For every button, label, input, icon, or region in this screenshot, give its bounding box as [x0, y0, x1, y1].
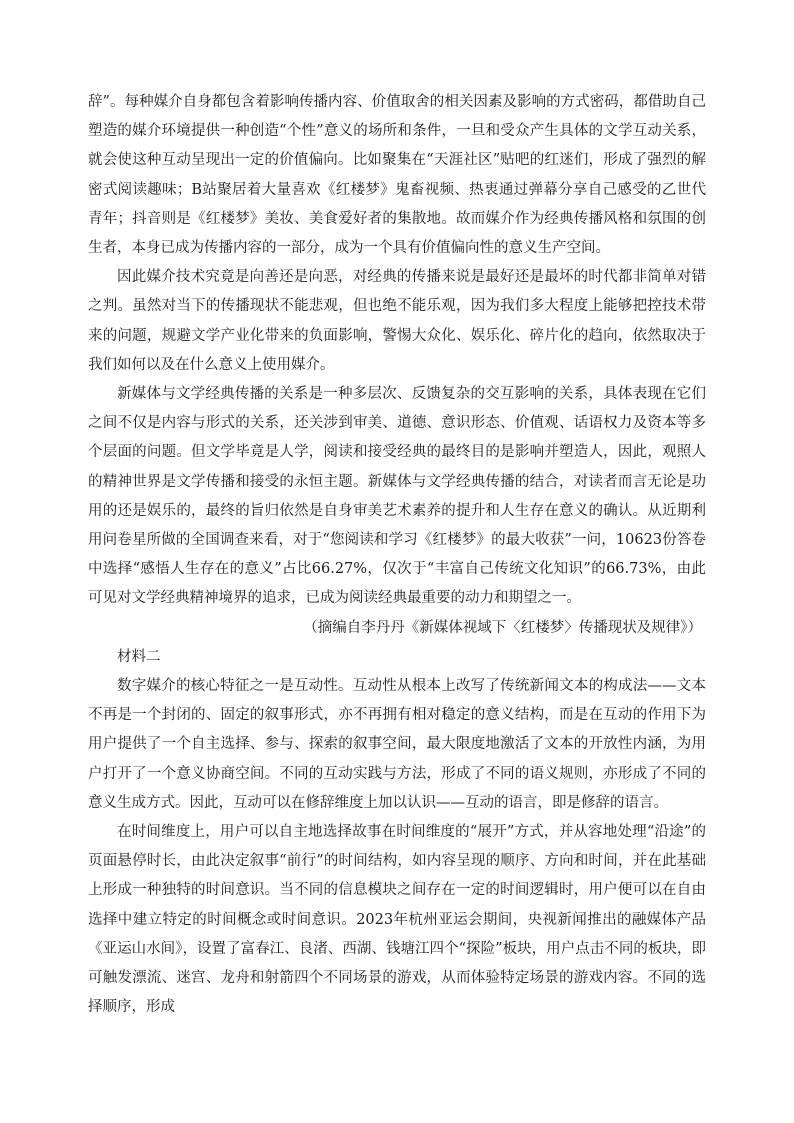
material2-paragraph-1: 数字媒介的核心特征之一是互动性。互动性从根本上改写了传统新闻文本的构成法——文本不再是一个封闭的、固定的叙事形式，亦不再拥有相对稳定的意义结构，而是在互动的作用下为用户提供了一个自主选择、参与、探索的叙事空间，最大限度地激活了文本的开放性内涵，为用户打开了一个意义协商空间。不同的互动实践与方法，形成了不同的语义规则，亦形成了不同的意义生成方式。因此，互动可以在修辞维度上加以认识——互动的语言，即是修辞的语言。 — [88, 678, 706, 811]
material-heading: 材料二 — [117, 648, 161, 665]
body-paragraph-1: 辞”。每种媒介自身都包含着影响传播内容、价值取舍的相关因素及影响的方式密码，都借助自己塑造的媒介环境提供一种创造“个性”意义的场所和条件，一旦和受众产生具体的文学互动关系，就会使这种互动呈现出一定的价值偏向。比如聚集在“天涯社区”贴吧的红迷们，形成了强烈的解密式阅读趣味；B站聚居着大量喜欢《红楼梦》鬼畜视频、热衷通过弹幕分享自己感受的乙世代青年；抖音则是《红楼梦》美妆、美食爱好者的集散地。故而媒介作为经典传播风格和氛围的创生者，本身已成为传播内容的一部分，成为一个具有价值偏向性的意义生产空间。 — [88, 94, 706, 257]
body-paragraph-3: 新媒体与文学经典传播的关系是一种多层次、反馈复杂的交互影响的关系，具体表现在它们之间不仅是内容与形式的关系，还关涉到审美、道德、意识形态、价值观、话语权力及资本等多个层面的问题。但文学毕竟是人学，阅读和接受经典的最终目的是影响并塑造人，因此，观照人的精神世界是文学传播和接受的永恒主题。新媒体与文学经典传播的结合，对读者而言无论是功用的还是娱乐的，最终的旨归依然是自身审美艺术素养的提升和人生存在意义的确认。从近期利用问卷星所做的全国调查来看，对于“您阅读和学习《红楼梦》的最大收获”一问，10623份答卷中选择“感悟人生存在的意义”占比66.27%，仅次于“丰富自己传统文化知识”的66.73%，由此可见对文学经典精神境界的追求，已成为阅读经典最重要的动力和期望之一。 — [88, 386, 706, 607]
body-paragraph-2: 因此媒介技术究竟是向善还是向恶，对经典的传播来说是最好还是最坏的时代都非简单对错之判。虽然对当下的传播现状不能悲观，但也绝不能乐观，因为我们多大程度上能够把控技术带来的问题，规避文学产业化带来的负面影响，警惕大众化、娱乐化、碎片化的趋向，依然取决于我们如何以及在什么意义上使用媒介。 — [88, 269, 706, 373]
material2-paragraph-2: 在时间维度上，用户可以自主地选择故事在时间维度的“展开”方式，并从容地处理“沿途”的页面悬停时长，由此决定叙事“前行”的时间结构，如内容呈现的顺序、方向和时间，并在此基础上形成一种独特的时间意识。当不同的信息模块之间存在一定的时间逻辑时，用户便可以在自由选择中建立特定的时间概念或时间意识。2023年杭州亚运会期间，央视新闻推出的融媒体产品《亚运山水间》，设置了富春江、良渚、西湖、钱塘江四个“探险”板块，用户点击不同的板块，即可触发漂流、迷宫、龙舟和射箭四个不同场景的游戏，从而体验特定场景的游戏内容。不同的选择顺序，形成 — [88, 824, 706, 1016]
source-citation: （摘编自李丹丹《新媒体视域下〈红楼梦〉传播现状及规律》） — [303, 619, 702, 636]
